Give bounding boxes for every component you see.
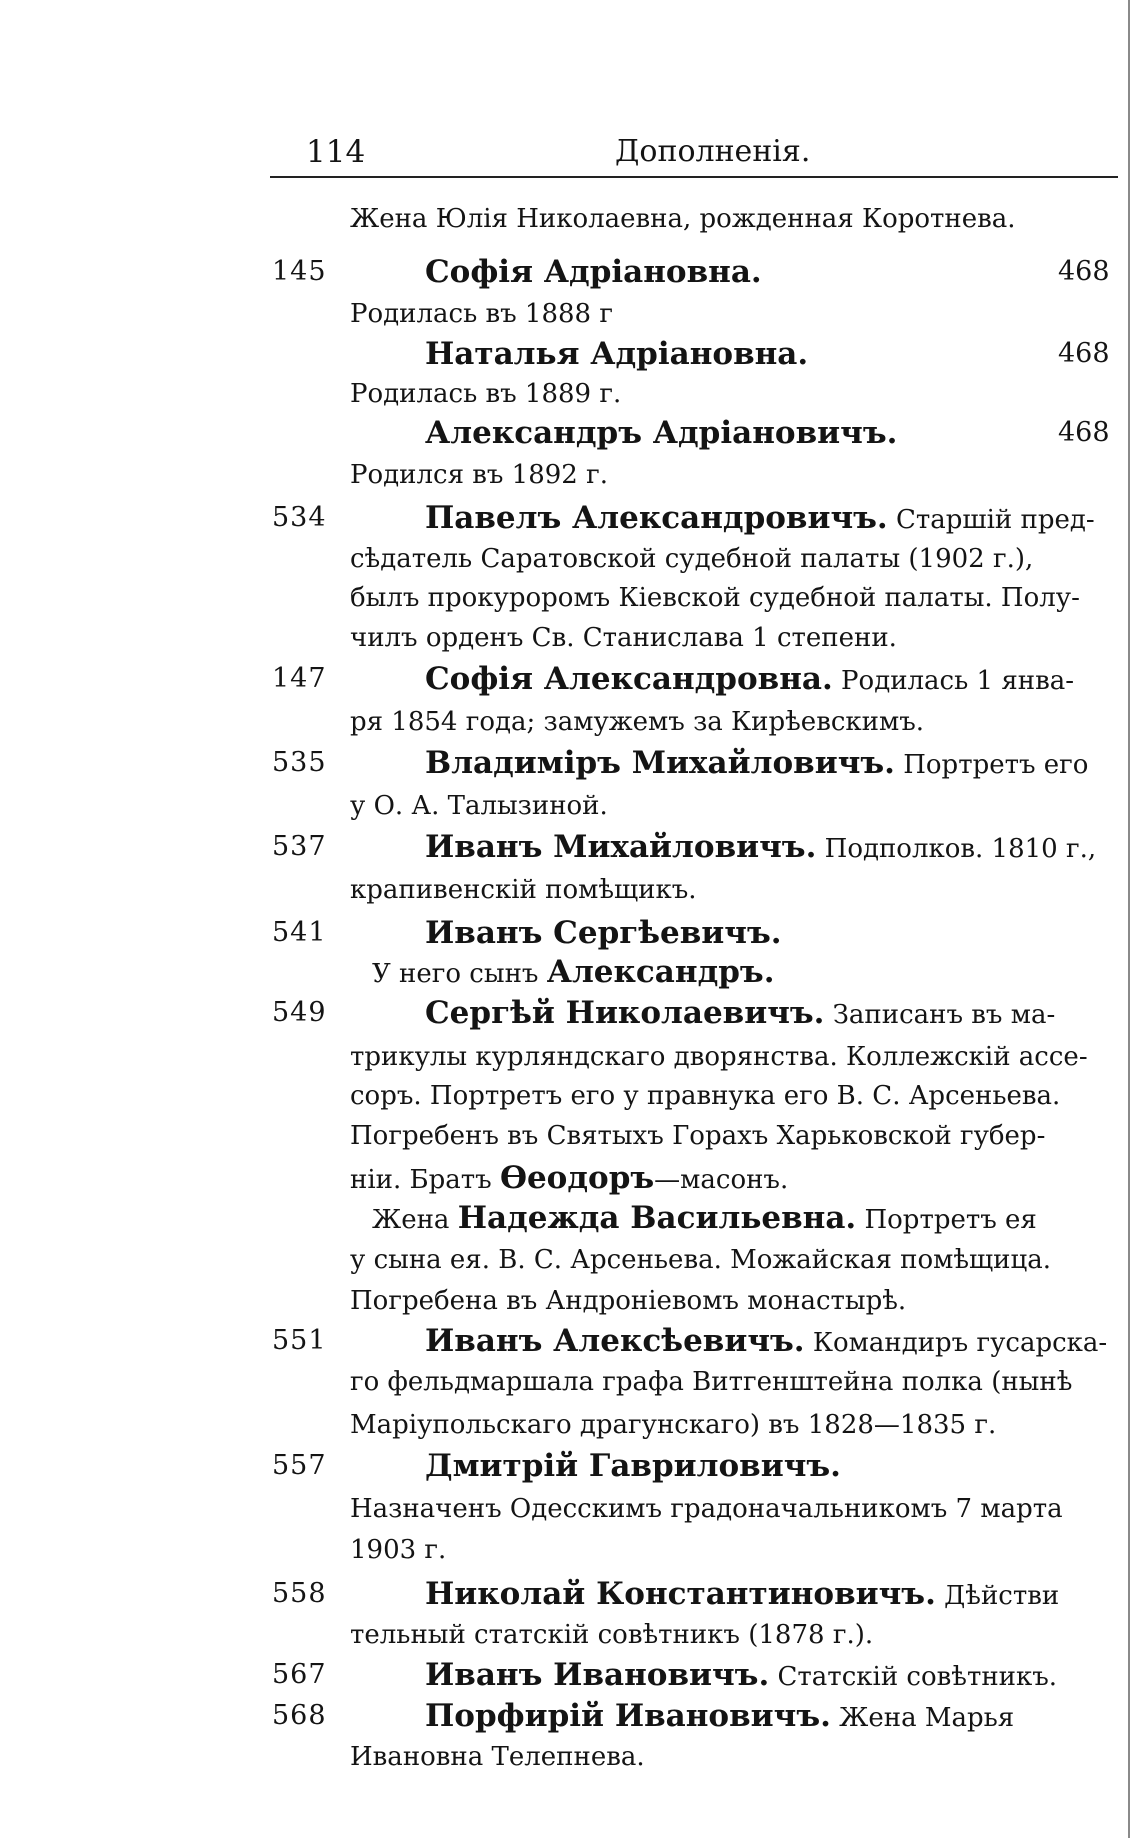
page-number: 114: [306, 134, 366, 170]
entry-number: 549: [272, 997, 327, 1028]
line-segment: 1903 г.: [350, 1535, 447, 1565]
line-text: [425, 253, 762, 293]
entry-number: 535: [272, 747, 327, 778]
line-text: [350, 787, 608, 825]
person-name: Николай Константиновичъ.: [425, 1576, 936, 1612]
line-text: [425, 994, 1055, 1034]
person-name: Иванъ Михайловичъ.: [425, 829, 817, 865]
line-text: [425, 660, 1074, 700]
line-segment: —масонъ.: [654, 1165, 789, 1195]
line-segment: крапивенскій помѣщикъ.: [350, 875, 697, 905]
line-text: [350, 375, 621, 413]
line-text: [350, 1241, 1051, 1279]
line-segment: го фельдмаршала графа Витгенштейна полка (нынѣ: [350, 1367, 1073, 1397]
line-segment: Старшій пред-: [887, 505, 1095, 535]
person-name: Александръ Адріановичъ.: [425, 415, 898, 451]
line-text: [425, 1447, 841, 1487]
line-text: [425, 335, 808, 375]
entry-number: 557: [272, 1450, 327, 1481]
entry-number: 145: [272, 256, 327, 287]
line-text: [350, 456, 608, 494]
line-segment: Родилась 1 янва-: [832, 666, 1074, 696]
line-segment: Жена Марья: [830, 1703, 1015, 1733]
line-segment: У него сынъ: [372, 959, 547, 989]
entry-number: 567: [272, 1659, 327, 1690]
person-name: Ѳеодоръ: [499, 1160, 655, 1196]
line-text: [425, 1322, 1107, 1362]
line-segment: ніи. Братъ: [350, 1165, 500, 1195]
line-text: [350, 1616, 873, 1654]
entry-number: 147: [272, 663, 327, 694]
line-text: [425, 499, 1095, 539]
line-segment: Статскій совѣтникъ.: [769, 1662, 1058, 1692]
line-segment: трикулы курляндскаго дворянства. Коллежскій ассе-: [350, 1042, 1088, 1072]
line-segment: Погребенъ въ Святыхъ Горахъ Харьковской губер-: [350, 1121, 1046, 1151]
line-segment: Записанъ въ ма-: [824, 1000, 1056, 1030]
line-text: [350, 1406, 996, 1444]
line-text: [425, 414, 897, 454]
line-text: [350, 1117, 1045, 1155]
line-segment: Ивановна Телепнева.: [350, 1742, 645, 1772]
line-text: [425, 744, 1088, 784]
line-segment: Портретъ его: [894, 750, 1089, 780]
line-text: [425, 1656, 1057, 1696]
line-segment: у О. А. Талызиной.: [350, 791, 608, 821]
person-name: Павелъ Александровичъ.: [425, 500, 888, 536]
person-name: Софія Адріановна.: [425, 254, 762, 290]
line-text: [350, 703, 924, 741]
entry-number: 558: [272, 1578, 327, 1609]
line-segment: Маріупольскаго драгунскаго) въ 1828—1835 г.: [350, 1410, 997, 1440]
entry-number: 534: [272, 502, 327, 533]
line-text: [425, 1697, 1014, 1737]
line-segment: у сына ея. В. С. Арсеньева. Можайская помѣщица.: [350, 1245, 1051, 1275]
person-name: Дмитрій Гавриловичъ.: [425, 1448, 841, 1484]
line-text: [425, 828, 1096, 868]
line-segment: былъ прокуроромъ Кіевской судебной палаты. Полу-: [350, 583, 1080, 613]
line-segment: Родилась въ 1889 г.: [350, 379, 622, 409]
line-segment: Командиръ гусарска-: [804, 1328, 1108, 1358]
line-segment: соръ. Портретъ его у правнука его В. С. Арсеньева.: [350, 1081, 1061, 1111]
person-name: Наталья Адріановна.: [425, 336, 809, 372]
person-name: Иванъ Алексѣевичъ.: [425, 1323, 805, 1359]
line-text: [372, 953, 774, 993]
line-text: [350, 1077, 1060, 1115]
line-text: [350, 1159, 788, 1199]
line-text: [350, 871, 697, 909]
line-text: [372, 1199, 1037, 1239]
person-name: Владиміръ Михайловичъ.: [425, 745, 895, 781]
line-text: [350, 579, 1080, 617]
person-name: Иванъ Сергѣевичъ.: [425, 915, 782, 951]
person-name: Сергѣй Николаевичъ.: [425, 995, 825, 1031]
line-text: [350, 1490, 1063, 1528]
person-name: Иванъ Ивановичъ.: [425, 1657, 770, 1693]
header-rule: [270, 176, 1118, 178]
line-segment: Портретъ ея: [856, 1205, 1037, 1235]
line-text: [350, 1363, 1072, 1401]
line-text: [350, 540, 1033, 578]
line-segment: тельный статскій совѣтникъ (1878 г.).: [350, 1620, 874, 1650]
line-text: [350, 200, 1016, 238]
line-text: [350, 619, 897, 657]
line-text: [350, 295, 613, 333]
running-title: Дополненія.: [615, 134, 811, 169]
line-text: [350, 1038, 1088, 1076]
line-text: [350, 1531, 446, 1569]
page-reference: 468: [1058, 417, 1110, 448]
entry-number: 537: [272, 831, 327, 862]
line-segment: ря 1854 года; замужемъ за Кирѣевскимъ.: [350, 707, 925, 737]
page-header: [270, 128, 1118, 176]
line-segment: Родился въ 1892 г.: [350, 460, 608, 490]
entry-number: 551: [272, 1325, 327, 1356]
line-segment: Жена Юлія Николаевна, рожденная Коротнева.: [350, 204, 1016, 234]
line-text: [425, 1575, 1059, 1615]
line-segment: сѣдатель Саратовской судебной палаты (1902 г.),: [350, 544, 1034, 574]
line-segment: чилъ орденъ Св. Станислава 1 степени.: [350, 623, 897, 653]
entry-number: 541: [272, 917, 327, 948]
person-name: Александръ.: [546, 954, 775, 990]
line-segment: Дѣйстви: [935, 1581, 1060, 1611]
person-name: Софія Александровна.: [425, 661, 833, 697]
entry-number: 568: [272, 1700, 327, 1731]
page-reference: 468: [1058, 338, 1110, 369]
page-reference: 468: [1058, 256, 1110, 287]
person-name: Порфирій Ивановичъ.: [425, 1698, 831, 1734]
line-segment: Родилась въ 1888 г: [350, 299, 613, 329]
line-text: [350, 1282, 906, 1320]
line-text: [350, 1738, 645, 1776]
person-name: Надежда Васильевна.: [457, 1200, 857, 1236]
line-segment: Подполков. 1810 г.,: [816, 834, 1097, 864]
line-segment: Жена: [372, 1205, 458, 1235]
line-text: [425, 914, 782, 954]
page-edge-line: [1128, 0, 1130, 1838]
line-segment: Назначенъ Одесскимъ градоначальникомъ 7 марта: [350, 1494, 1063, 1524]
line-segment: Погребена въ Андроніевомъ монастырѣ.: [350, 1286, 907, 1316]
